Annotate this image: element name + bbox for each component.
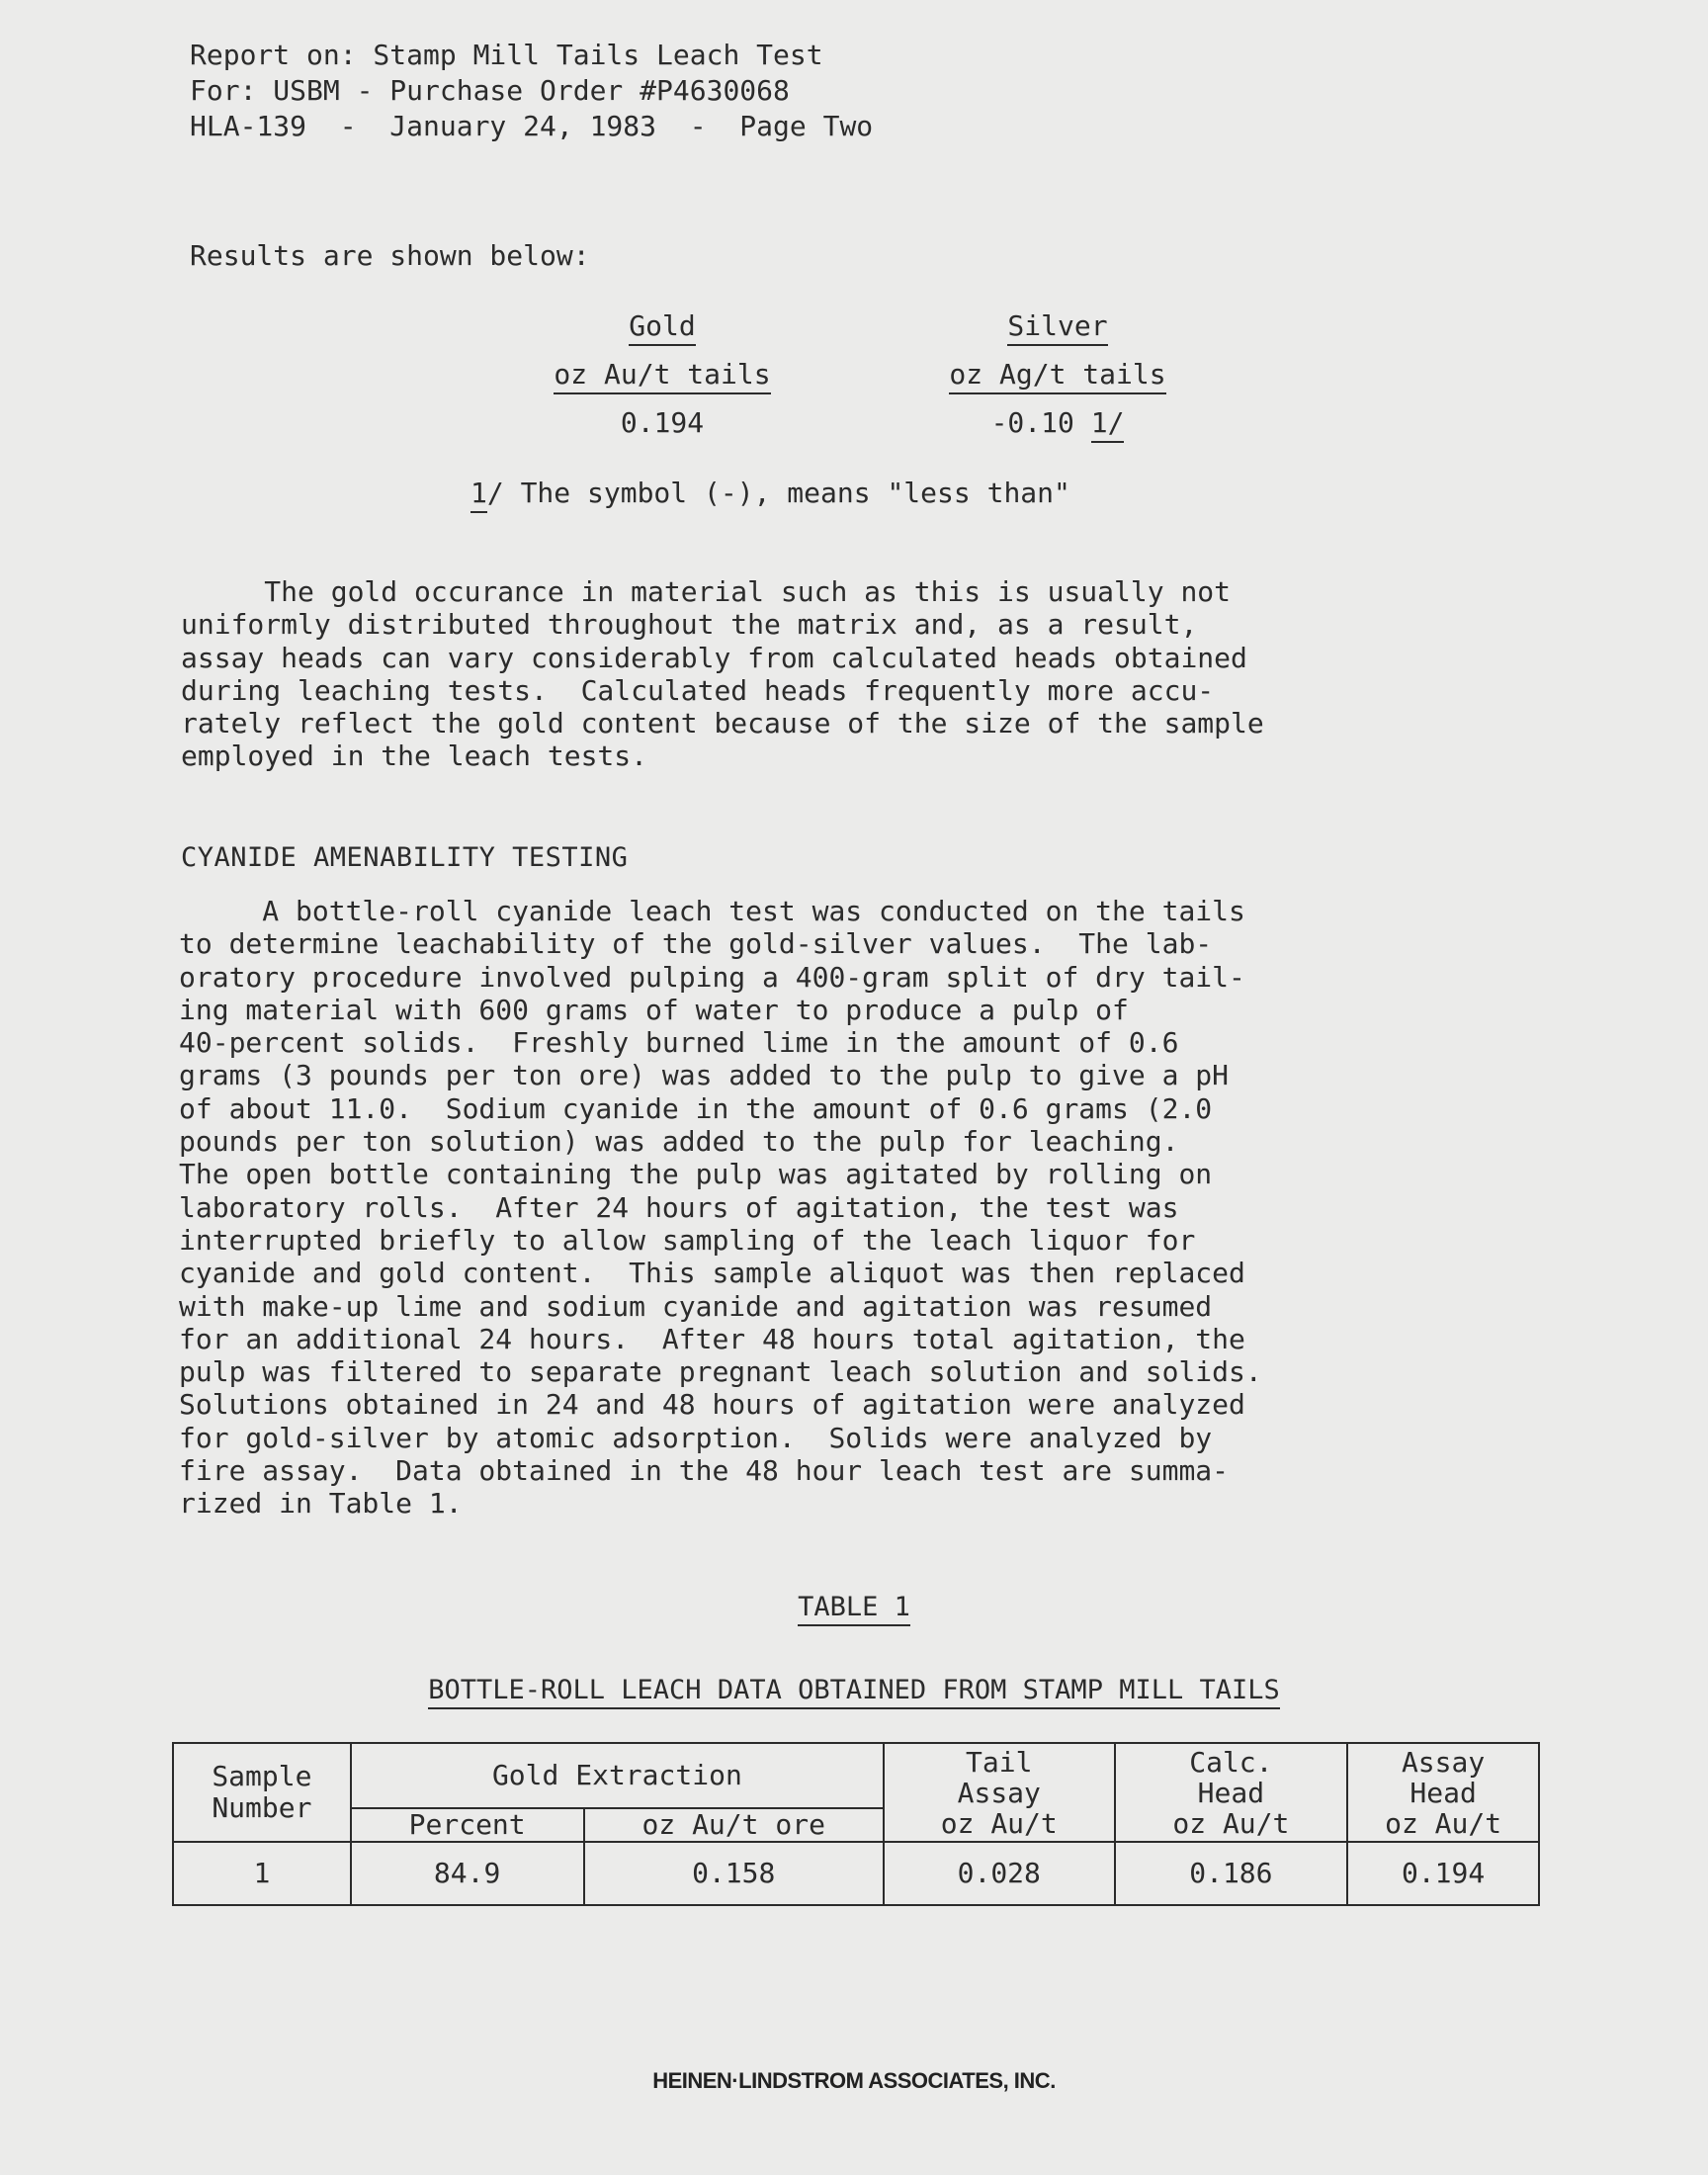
cell-calc-head: 0.186 [1115, 1842, 1348, 1905]
company-footer: HEINEN·LINDSTROM ASSOCIATES, INC. [652, 2068, 1056, 2093]
header-client-line: For: USBM - Purchase Order #P4630068 [190, 74, 790, 107]
gold-value: 0.194 [620, 406, 705, 439]
header-calc-head: Calc. Head oz Au/t [1115, 1743, 1348, 1842]
header-oz-au-ore: oz Au/t ore [584, 1808, 884, 1842]
gold-results-column [524, 309, 801, 439]
cell-assay-head: 0.194 [1347, 1842, 1539, 1905]
header-assay-head: Assay Head oz Au/t [1347, 1743, 1539, 1842]
gold-label: Gold [629, 309, 695, 346]
leach-data-table [172, 1742, 1540, 1906]
silver-unit: oz Ag/t tails [949, 358, 1165, 394]
cell-oz-au-ore: 0.158 [584, 1842, 884, 1905]
gold-unit: oz Au/t tails [554, 358, 770, 394]
footnote-marker: 1 [470, 477, 487, 513]
results-intro: Results are shown below: [190, 239, 590, 272]
report-header [190, 38, 873, 144]
header-gold-extraction: Gold Extraction [351, 1743, 884, 1808]
cell-percent: 84.9 [351, 1842, 584, 1905]
cyanide-testing-paragraph: A bottle-roll cyanide leach test was conducted on the tails to determine leachability of the gold-silver values. The lab- oratory procedure involved pulping a 400-gram split of dry tail- ing material with 600 grams of water to produce a pulp of 40-percent solids. Freshly burned lime in the amount of 0.6 grams (3 pounds per ton ore) was added to the pulp to give a pH of about 11.0. Sodium cyanide in the amount of 0.6 grams (2.0 pounds per ton solution) was added to the pulp for leaching. The open bottle containing the pulp was agitated by rolling on laboratory rolls. After 24 hours of agitation, the test was interrupted briefly to allow sampling of the leach liquor for cyanide and gold content. This sample aliquot was then replaced with make-up lime and sodium cyanide and agitation was resumed for an additional 24 hours. After 48 hours total agitation, the pulp was filtered to separate pregnant leach solution and solids. Solutions obtained in 24 and 48 hours of agitation were analyzed for gold-silver by atomic adsorption. Solids were analyzed by fire assay. Data obtained in the 48 hour leach test are summa- rized in Table 1. [179, 895, 1262, 1521]
silver-label: Silver [1007, 309, 1107, 346]
silver-footnote-ref: 1/ [1091, 406, 1125, 443]
header-sample-number: Sample Number [173, 1743, 351, 1842]
header-percent: Percent [351, 1808, 584, 1842]
table-number [0, 1592, 1708, 1626]
header-tail-assay: Tail Assay oz Au/t [884, 1743, 1115, 1842]
section-title: CYANIDE AMENABILITY TESTING [181, 842, 629, 873]
table-number-text: TABLE 1 [798, 1592, 910, 1626]
cell-tail-assay: 0.028 [884, 1842, 1115, 1905]
gold-distribution-paragraph: The gold occurance in material such as this is usually not uniformly distributed throughout the matrix and, as a result, assay heads can vary considerably from calculated heads obtained during leaching tests. Calculated heads frequently more accu- rately reflect the gold content because of the size of the sample employed in the leach tests. [181, 575, 1264, 773]
table-row [173, 1842, 1539, 1905]
header-date-line: HLA-139 - January 24, 1983 - Page Two [190, 110, 874, 142]
cell-sample: 1 [173, 1842, 351, 1905]
header-report-line: Report on: Stamp Mill Tails Leach Test [190, 39, 823, 71]
table-title [0, 1675, 1708, 1709]
silver-value: -0.10 [990, 406, 1074, 439]
silver-results-column [909, 309, 1206, 443]
footnote [470, 477, 1070, 513]
table-title-text: BOTTLE-ROLL LEACH DATA OBTAINED FROM STAMP MILL TAILS [428, 1675, 1280, 1709]
footnote-text: / The symbol (-), means "less than" [486, 477, 1070, 509]
